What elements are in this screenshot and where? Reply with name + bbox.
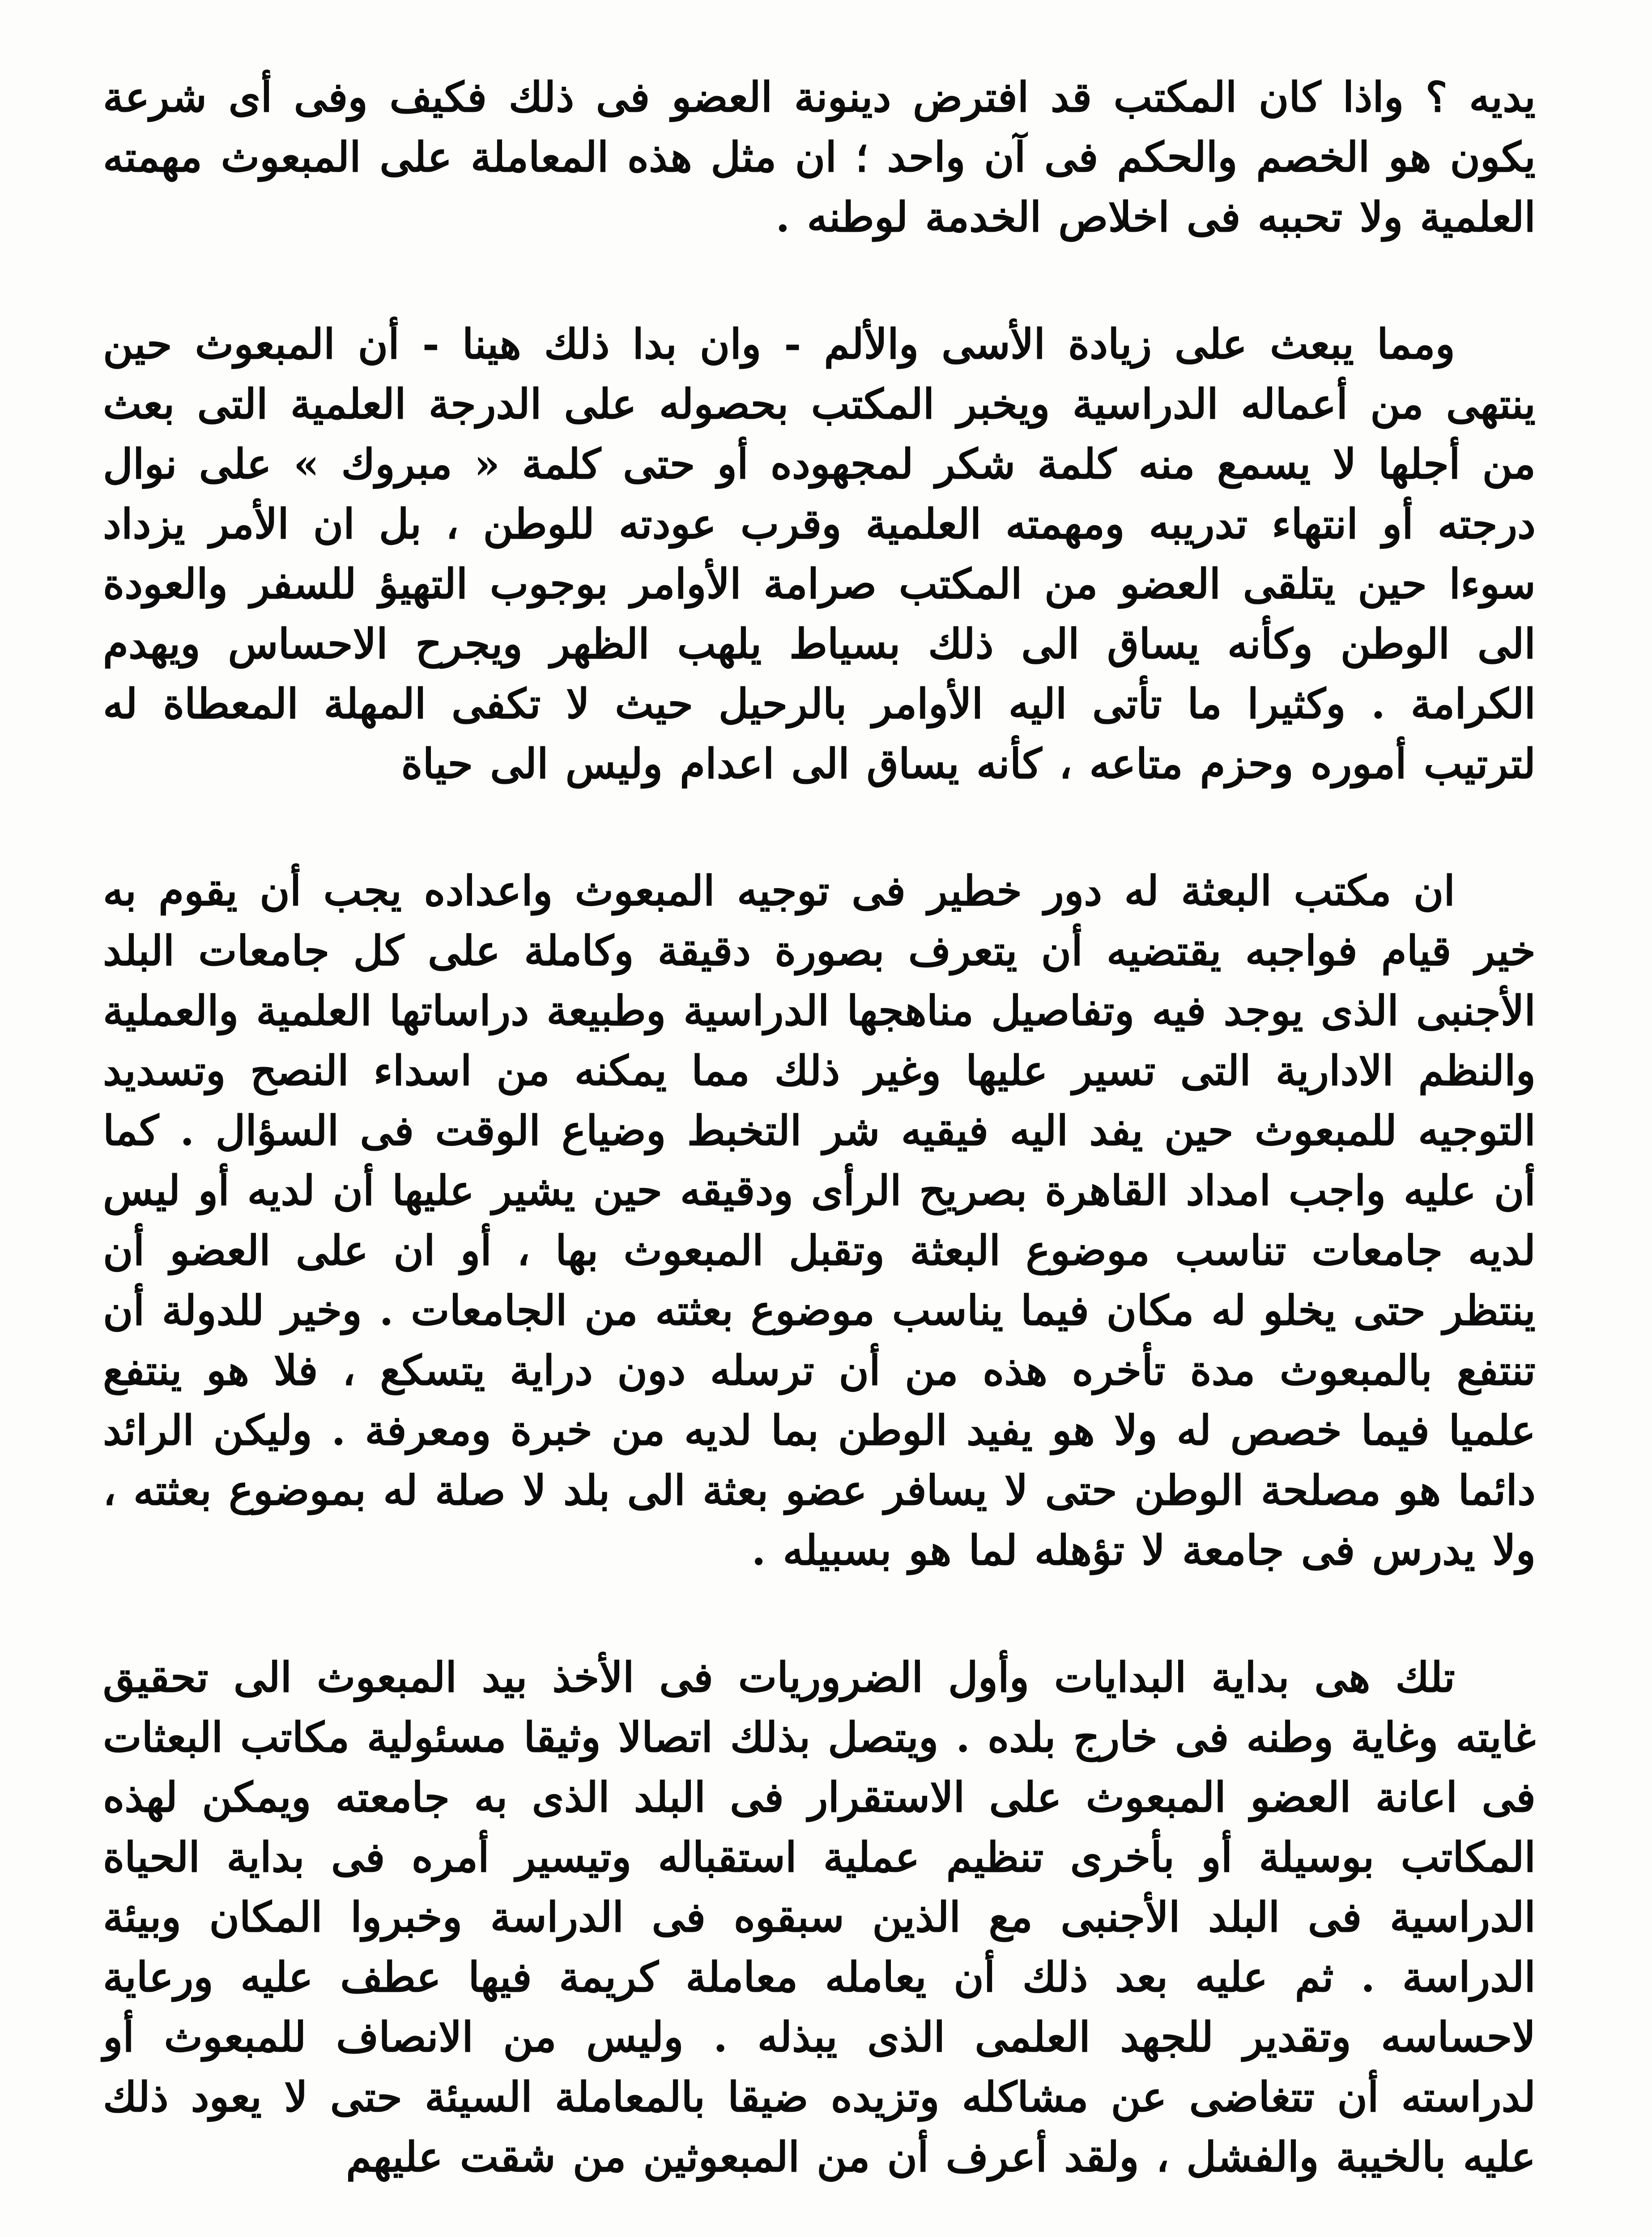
- paragraph-1: يديه ؟ واذا كان المكتب قد افترض دينونة العضو فى ذلك فكيف وفى أى شرعة يكون هو الخصم والحكم فى آن واحد ؛ ان مثل هذه المعاملة على المبعوث مهمته العلمية ولا تحببه فى اخلاص الخدمة لوطنه .: [103, 73, 1536, 241]
- paragraph-2: ومما يبعث على زيادة الأسى والألم - وان بدا ذلك هينا - أن المبعوث حين ينتهى من أعماله الدراسية ويخبر المكتب بحصوله على الدرجة العلمية التى بعث من أجلها لا يسمع منه كلمة شكر لمجهوده أو حتى كلمة « مبروك » على نوال درجته أو انتهاء تدريبه ومهمته العلمية وقرب عودته للوطن ، بل ان الأمر يزداد سوءا حين يتلقى العضو من المكتب صرامة الأوامر بوجوب التهيؤ للسفر والعودة الى الوطن وكأنه يساق الى ذلك بسياط يلهب الظهر ويجرح الاحساس ويهدم الكرامة . وكثيرا ما تأتى اليه الأوامر بالرحيل حيث لا تكفى المهلة المعطاة له لترتيب أموره وحزم متاعه ، كأنه يساق الى اعدام وليس الى حياة: [103, 320, 1536, 788]
- paragraph-4: تلك هى بداية البدايات وأول الضروريات فى الأخذ بيد المبعوث الى تحقيق غايته وغاية وطنه فى خارج بلده . ويتصل بذلك اتصالا وثيقا مسئولية مكاتب البعثات فى اعانة العضو المبعوث على الاستقرار فى البلد الذى به جامعته ويمكن لهذه المكاتب بوسيلة أو بأخرى تنظيم عملية استقباله وتيسير أمره فى بداية الحياة الدراسية فى البلد الأجنبى مع الذين سبقوه فى الدراسة وخبروا المكان وبيئة الدراسة . ثم عليه بعد ذلك أن يعامله معاملة كريمة فيها عطف عليه ورعاية لاحساسه وتقدير للجهد العلمى الذى يبذله . وليس من الانصاف للمبعوث أو لدراسته أن تتغاضى عن مشاكله وتزيده ضيقا بالمعاملة السيئة حتى لا يعود ذلك عليه بالخيبة والفشل ، ولقد أعرف أن من المبعوثين من شقت عليهم: [103, 1653, 1536, 2181]
- paragraph-3: ان مكتب البعثة له دور خطير فى توجيه المبعوث واعداده يجب أن يقوم به خير قيام فواجبه يقتضيه أن يتعرف بصورة دقيقة وكاملة على كل جامعات البلد الأجنبى الذى يوجد فيه وتفاصيل مناهجها الدراسية وطبيعة دراساتها العلمية والعملية والنظم الادارية التى تسير عليها وغير ذلك مما يمكنه من اسداء النصح وتسديد التوجيه للمبعوث حين يفد اليه فيقيه شر التخبط وضياع الوقت فى السؤال . كما أن عليه واجب امداد القاهرة بصريح الرأى ودقيقه حين يشير عليها أن لديه أو ليس لديه جامعات تناسب موضوع البعثة وتقبل المبعوث بها ، أو ان على العضو أن ينتظر حتى يخلو له مكان فيما يناسب موضوع بعثته من الجامعات . وخير للدولة أن تنتفع بالمبعوث مدة تأخره هذه من أن ترسله دون دراية يتسكع ، فلا هو ينتفع علميا فيما خصص له ولا هو يفيد الوطن بما لديه من خبرة ومعرفة . وليكن الرائد دائما هو مصلحة الوطن حتى لا يسافر عضو بعثة الى بلد لا صلة له بموضوع بعثته ، ولا يدرس فى جامعة لا تؤهله لما هو بسبيله .: [103, 867, 1536, 1574]
- body-text: [103, 67, 1536, 2187]
